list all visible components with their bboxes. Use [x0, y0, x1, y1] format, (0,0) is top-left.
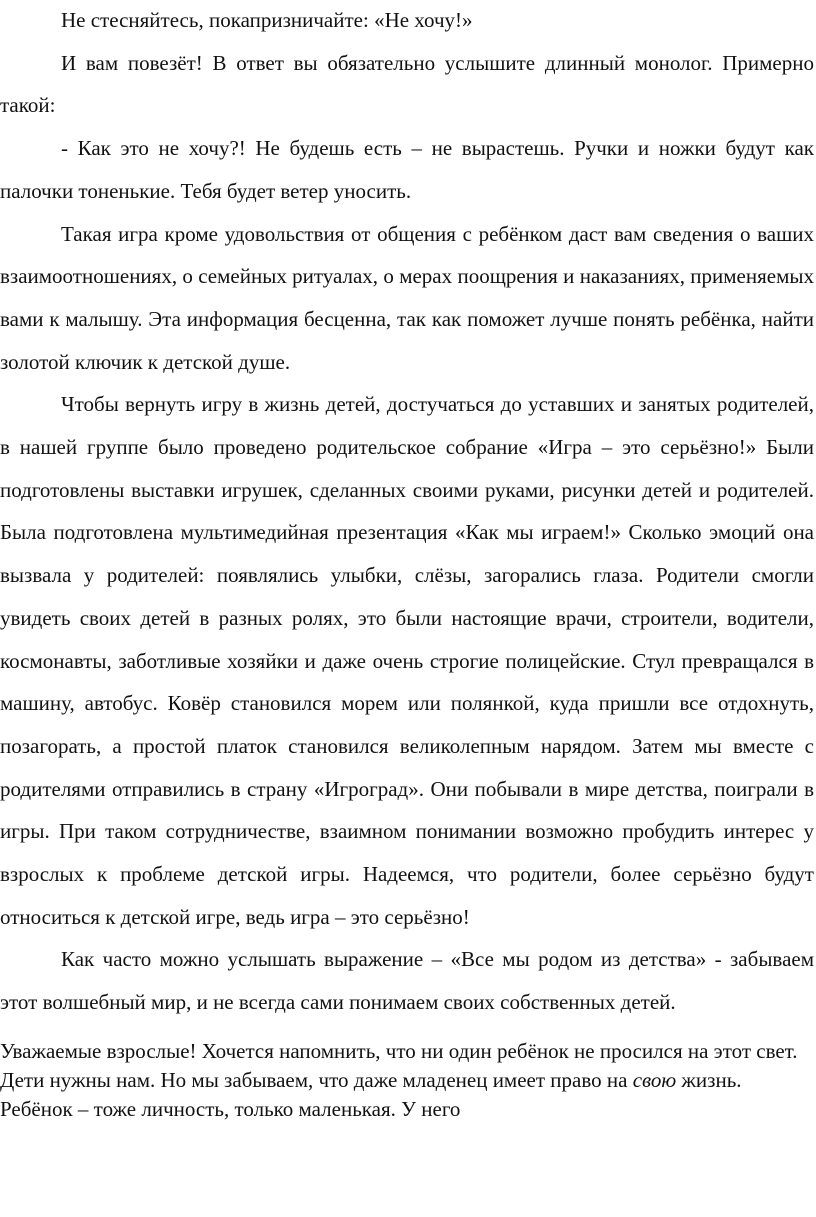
closing-italic-word: свою	[632, 1067, 677, 1092]
paragraph-4: Такая игра кроме удовольствия от общения с ребёнком даст вам сведения о ваших взаимоотношениях, о семейных ритуалах, о мерах поощрения и наказаниях, применяемых вами к малышу. Эта информация бесценна, так как поможет лучше понять ребёнка, найти золотой ключик к детской душе.	[0, 221, 814, 374]
closing-paragraph	[0, 1037, 814, 1124]
closing-text-end: жизнь. Ребёнок – тоже личность, только маленькая. У него	[0, 1067, 742, 1121]
paragraph-3: - Как это не хочу?! Не будешь есть – не вырастешь. Ручки и ножки будут как палочки тоненькие. Тебя будет ветер уносить.	[0, 136, 814, 203]
paragraph-1: Не стесняйтесь, покапризничайте: «Не хочу!»	[61, 8, 473, 32]
paragraph-5: Чтобы вернуть игру в жизнь детей, достучаться до уставших и занятых родителей, в нашей группе было проведено родительское собрание «Игра – это серьёзно!» Были подготовлены выставки игрушек, сделанных своими руками, рисунки детей и родителей. Была подготовлена мультимедийная презентация «Как мы играем!» Сколько эмоций она вызвала у родителей: появлялись улыбки, слёзы, загорались глаза. Родители смогли увидеть своих детей в разных ролях, это были настоящие врачи, строители, водители, космонавты, заботливые хозяйки и даже очень строгие полицейские. Стул превращался в машину, автобус. Ковёр становился морем или полянкой, куда пришли все отдохнуть, позагорать, а простой платок становился великолепным нарядом. Затем мы вместе с родителями отправились в страну «Игроград». Они побывали в мире детства, поиграли в игры. При таком сотрудничестве, взаимном понимании возможно пробудить интерес у взрослых к проблеме детской игры. Надеемся, что родители, более серьёзно будут относиться к детской игре, ведь игра – это серьёзно!	[0, 392, 814, 929]
paragraph-6: Как часто можно услышать выражение – «Все мы родом из детства» - забываем этот волшебный мир, и не всегда сами понимаем своих собственных детей.	[0, 947, 814, 1015]
paragraph-2: И вам повезёт! В ответ вы обязательно услышите длинный монолог. Примерно такой:	[0, 50, 814, 118]
closing-text-start: Уважаемые взрослые! Хочется напомнить, что ни один ребёнок не просился на этот свет. Дети нужны нам. Но мы забываем, что даже младенец имеет право на	[0, 1038, 798, 1092]
